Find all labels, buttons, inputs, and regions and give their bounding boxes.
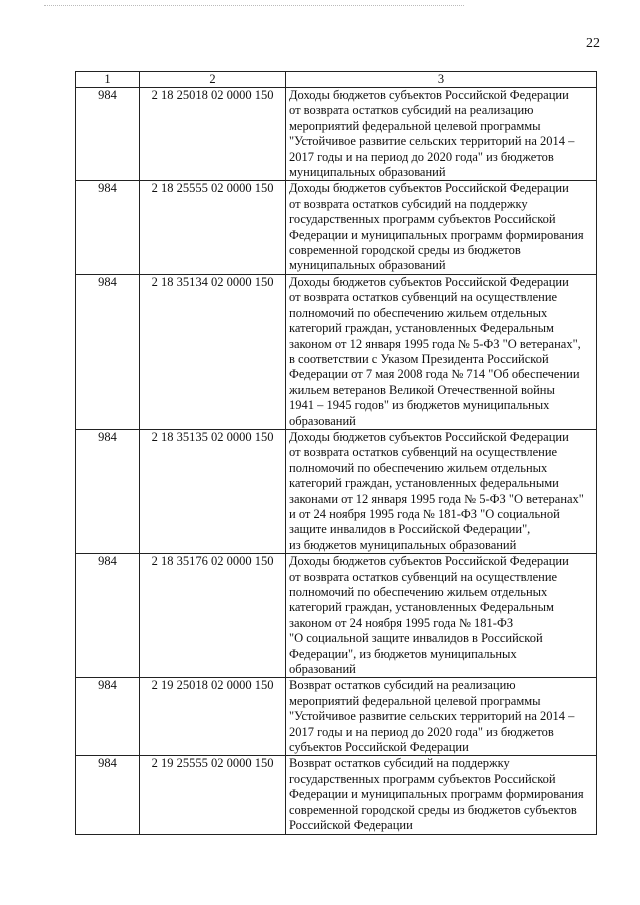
revenue-code-cell: 2 18 35176 02 0000 150 [140, 554, 286, 678]
table-row [76, 274, 597, 429]
admin-code-cell: 984 [76, 678, 140, 756]
revenue-code-cell: 2 18 25555 02 0000 150 [140, 181, 286, 274]
admin-code-cell: 984 [76, 429, 140, 553]
column-header-1: 1 [76, 72, 140, 88]
revenue-name-cell: Возврат остатков субсидий на реализацию мероприятий федеральной целевой программы "Устойчивое развитие сельских территорий на 2014 – 2017 годы и на период до 2020 года" из бюджетов субъектов Российской Федерации [286, 678, 597, 756]
admin-code-cell: 984 [76, 756, 140, 834]
revenue-code-cell: 2 18 25018 02 0000 150 [140, 88, 286, 181]
table-row [76, 554, 597, 678]
table-row [76, 88, 597, 181]
table-row [76, 429, 597, 553]
revenue-code-cell: 2 18 35134 02 0000 150 [140, 274, 286, 429]
revenue-name-cell: Доходы бюджетов субъектов Российской Федерации от возврата остатков субсидий на поддержку государственных программ субъектов Российской Федерации и муниципальных программ формирования современной городской среды из бюджетов муниципальных образований [286, 181, 597, 274]
table-header-row [76, 72, 597, 88]
revenue-name-cell: Доходы бюджетов субъектов Российской Федерации от возврата остатков субвенций на осуществление полномочий по обеспечению жильем отдельных категорий граждан, установленных Федеральным законом от 12 января 1995 года № 5-ФЗ "О ветеранах", в соответствии с Указом Президента Российской Федерации от 7 мая 2008 года № 714 "Об обеспечении жильем ветеранов Великой Отечественной войны 1941 – 1945 годов" из бюджетов муниципальных образований [286, 274, 597, 429]
column-header-3: 3 [286, 72, 597, 88]
page-number: 22 [586, 36, 600, 51]
admin-code-cell: 984 [76, 554, 140, 678]
table-row [76, 678, 597, 756]
revenue-name-cell: Доходы бюджетов субъектов Российской Федерации от возврата остатков субвенций на осуществление полномочий по обеспечению жильем отдельных категорий граждан, установленных федеральными законами от 12 января 1995 года № 5-ФЗ "О ветеранах" и от 24 ноября 1995 года № 181-ФЗ "О социальной защите инвалидов в Российской Федерации", из бюджетов муниципальных образований [286, 429, 597, 553]
revenue-name-cell: Доходы бюджетов субъектов Российской Федерации от возврата остатков субвенций на осуществление полномочий по обеспечению жильем отдельных категорий граждан, установленных Федеральным законом от 24 ноября 1995 года № 181-ФЗ "О социальной защите инвалидов в Российской Федерации", из бюджетов муниципальных образований [286, 554, 597, 678]
revenue-name-cell: Возврат остатков субсидий на поддержку государственных программ субъектов Российской Федерации и муниципальных программ формирования современной городской среды из бюджетов субъектов Российской Федерации [286, 756, 597, 834]
budget-revenue-table [75, 71, 597, 835]
revenue-code-cell: 2 19 25555 02 0000 150 [140, 756, 286, 834]
table-row [76, 181, 597, 274]
table-row [76, 756, 597, 834]
admin-code-cell: 984 [76, 181, 140, 274]
revenue-code-cell: 2 18 35135 02 0000 150 [140, 429, 286, 553]
column-header-2: 2 [140, 72, 286, 88]
revenue-code-cell: 2 19 25018 02 0000 150 [140, 678, 286, 756]
admin-code-cell: 984 [76, 274, 140, 429]
revenue-name-cell: Доходы бюджетов субъектов Российской Федерации от возврата остатков субсидий на реализацию мероприятий федеральной целевой программы "Устойчивое развитие сельских территорий на 2014 – 2017 годы и на период до 2020 года" из бюджетов муниципальных образований [286, 88, 597, 181]
admin-code-cell: 984 [76, 88, 140, 181]
scan-top-rule [44, 5, 464, 6]
